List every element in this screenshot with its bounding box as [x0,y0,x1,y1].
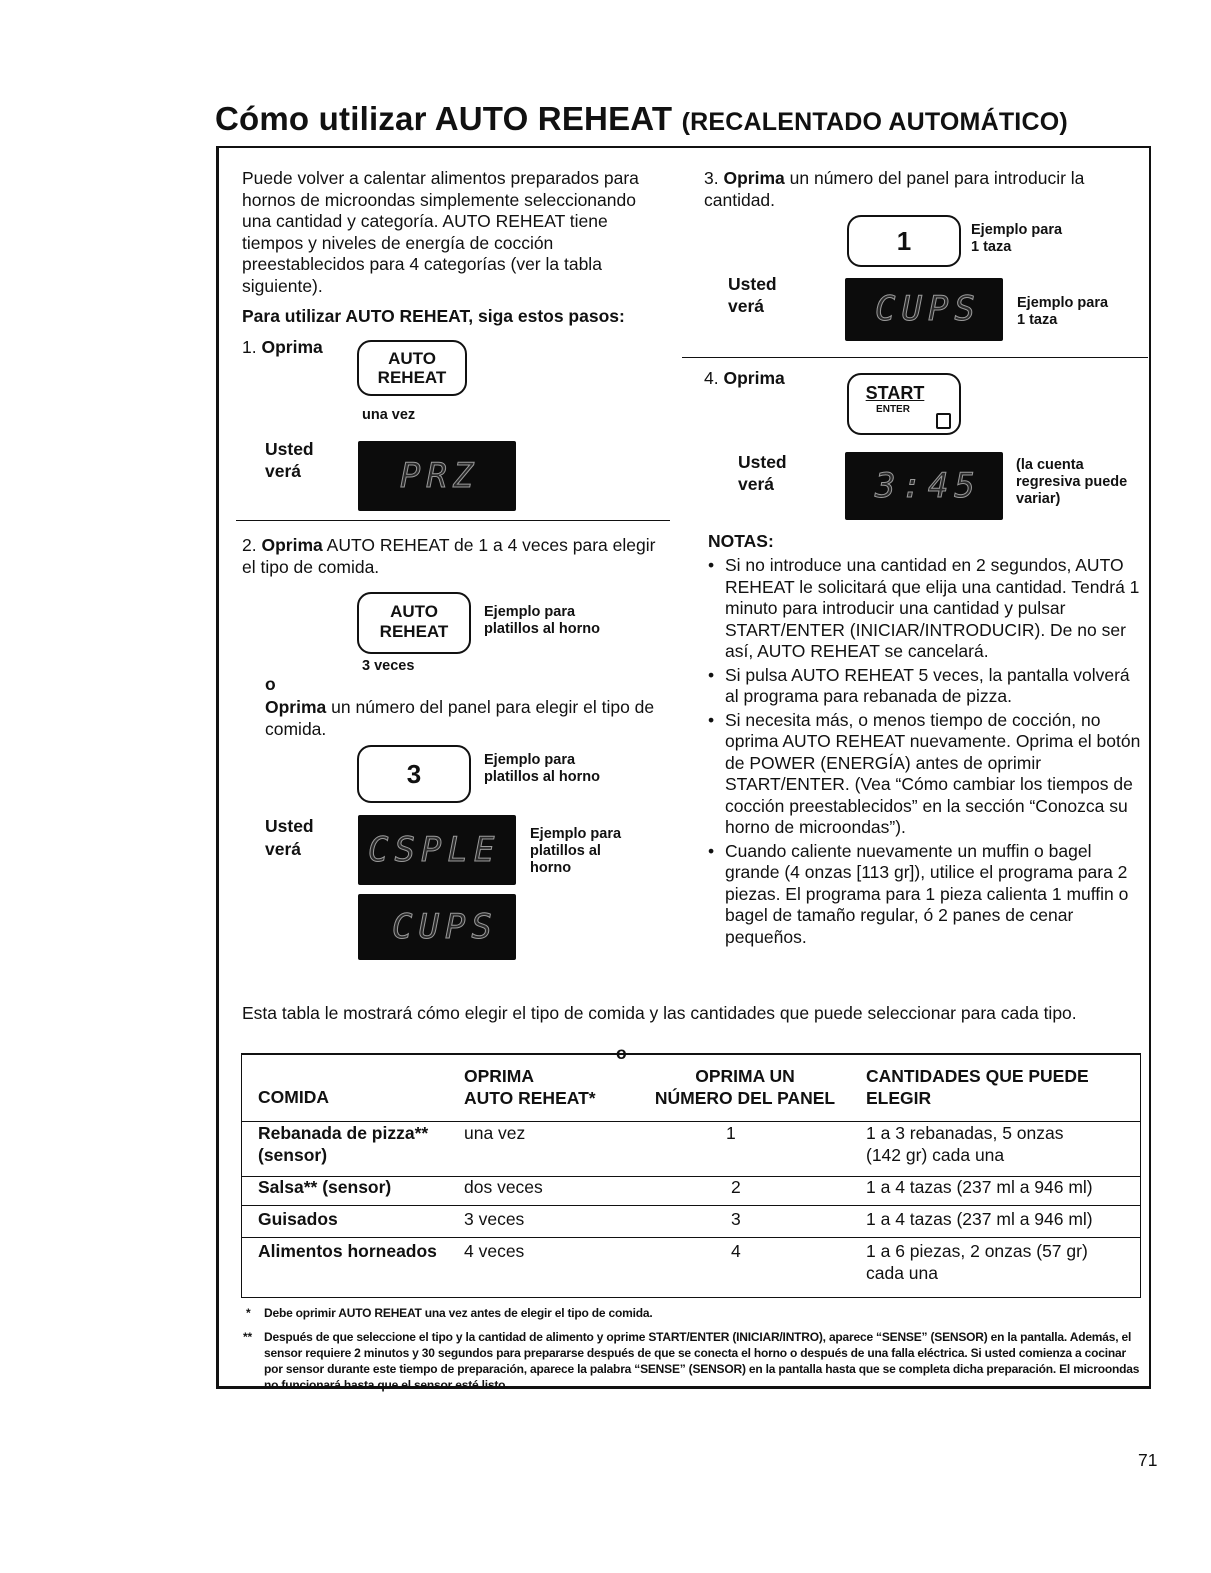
auto-reheat-key[interactable]: AUTO REHEAT [357,592,471,654]
table-cell-number: 2 [731,1177,741,1197]
table-cell-quantity: 1 a 6 piezas, 2 onzas (57 gr) cada una [866,1241,1088,1283]
lock-icon [936,413,951,429]
table-cell-press: dos veces [464,1177,543,1197]
table-cell-food: Guisados [258,1209,338,1229]
note-item: • Si necesita más, o menos tiempo de cocción, no oprima AUTO REHEAT nuevamente. Oprima el botón de POWER (ENERGÍA) antes de oprimir START/ENTER. (Vea “Cómo cambiar los tiempos de cocción preestablecidos” en la sección “Conozca su horno de microondas”). [725,710,1145,839]
divider [242,1205,1140,1206]
display-screen: CUPS [358,894,516,960]
table-cell-number: 3 [731,1209,741,1229]
table-cell-press: 4 veces [464,1241,525,1261]
footnote-mark: ** [243,1330,252,1344]
footnote: Debe oprimir AUTO REHEAT una vez antes de elegir el tipo de comida. [264,1306,653,1320]
table-cell-food: Alimentos horneados [258,1241,437,1261]
example-caption: Ejemplo para platillos al horno [484,752,601,785]
note-item: • Cuando caliente nuevamente un muffin o bagel grande (4 onzas [113 gr]), utilice el programa para 2 piezas. El programa para 1 pieza calienta 1 muffin o bagel de tamaño regular, ó 2 panes de cenar pequeños. [725,841,1145,949]
table-cell-press: 3 veces [464,1209,525,1229]
table-cell-food: Salsa** (sensor) [258,1177,392,1197]
number-1-key[interactable]: 1 [847,215,961,267]
example-caption: Ejemplo para 1 taza [1017,295,1109,328]
you-see-label: Usted [728,274,777,294]
table-cell-number: 1 [726,1123,736,1143]
step4-label: 4. Oprima [704,368,785,388]
step1-caption: una vez [362,407,416,423]
table-cell-food: Rebanada de pizza** (sensor) [258,1123,429,1165]
you-see-label: verá [265,839,302,859]
start-enter-key[interactable]: START ENTER [847,373,961,435]
col-header-quantity: CANTIDADES QUE PUEDE ELEGIR [866,1066,1089,1108]
display-screen: CUPS [845,278,1003,341]
col-header-number: OPRIMA UN NÚMERO DEL PANEL [654,1066,836,1108]
note-item: • Si no introduce una cantidad en 2 segundos, AUTO REHEAT le solicitará que elija una cantidad. Tendrá 1 minuto para introducir una cantidad y pulsar START/ENTER (INICIAR/INTRODUCIR). De no ser así, AUTO REHEAT se cancelará. [725,555,1145,663]
page-title: Cómo utilizar AUTO REHEAT (RECALENTADO AUTOMÁTICO) [215,100,1068,137]
display-screen: 3:45 [845,452,1003,520]
col-header-press: OPRIMA AUTO REHEAT* [464,1066,596,1108]
display-screen: PRZ [358,441,516,511]
divider [236,520,670,521]
intro-text: Puede volver a calentar alimentos preparados para hornos de microondas simplemente seleccionando una cantidad y categoría. AUTO REHEAT tiene tiempos y niveles de energía de cocción preestablecidos para 4 categorías (ver la tabla siguiente). [242,168,639,296]
footnote: Después de que seleccione el tipo y la cantidad de alimento y oprime START/ENTER (INICIAR/INTRO), aparece “SENSE” (SENSOR) en la pantalla. Además, el sensor requiere 2 minutos y 30 segundos para prepararse después de que se conecta el horno o después de una falla eléctrica. Si usted comienza a cocinar por sensor durante este tiempo de preparación, aparece la palabra “SENSE” (SENSOR) en la pantalla hasta que se completa dicha preparación. El microondas no funcionará hasta que el sensor esté listo. [264,1330,1140,1392]
footnote-mark: * [246,1306,251,1320]
you-see-label: verá [738,474,775,494]
you-see-label: Usted [265,439,314,459]
step3-text: 3. Oprima un número del panel para introducir la cantidad. [704,168,1085,210]
or-label: o [265,674,276,694]
auto-reheat-key[interactable]: AUTO REHEAT [357,340,467,396]
display-screen: CSPLE [358,815,516,885]
notes-heading: NOTAS: [708,531,774,551]
steps-heading: Para utilizar AUTO REHEAT, siga estos pasos: [242,306,625,326]
table-cell-quantity: 1 a 4 tazas (237 ml a 946 ml) [866,1209,1093,1229]
example-caption: Ejemplo para 1 taza [971,222,1063,255]
notes-list [705,555,1145,950]
you-see-label: verá [265,461,302,481]
divider [242,1121,1140,1122]
divider [242,1237,1140,1238]
table-cell-number: 4 [731,1241,741,1261]
table-cell-quantity: 1 a 4 tazas (237 ml a 946 ml) [866,1177,1093,1197]
col-header-food: COMIDA [258,1087,329,1107]
note-item: • Si pulsa AUTO REHEAT 5 veces, la pantalla volverá al programa para rebanada de pizza. [725,665,1145,708]
divider [682,357,1148,358]
you-see-label: Usted [738,452,787,472]
quantities-table [241,1053,1141,1298]
table-intro: Esta tabla le mostrará cómo elegir el tipo de comida y las cantidades que puede seleccionar para cada tipo. [242,1003,1077,1023]
step2-alt-text: Oprima un número del panel para elegir el tipo de comida. [265,697,655,739]
you-see-label: verá [728,296,765,316]
step1-label: 1. Oprima [242,337,323,357]
number-3-key[interactable]: 3 [357,745,471,803]
table-cell-quantity: 1 a 3 rebanadas, 5 onzas (142 gr) cada una [866,1123,1064,1165]
example-caption: Ejemplo para platillos al horno [484,604,601,637]
countdown-note: (la cuenta regresiva puede variar) [1016,457,1128,507]
page-number: 71 [1138,1450,1158,1470]
table-cell-press: una vez [464,1123,526,1143]
step2-caption: 3 veces [362,658,415,674]
example-caption: Ejemplo para platillos al horno [530,826,622,876]
step2-text: 2. Oprima AUTO REHEAT de 1 a 4 veces para elegir el tipo de comida. [242,535,656,577]
or-label: o [616,1043,627,1063]
you-see-label: Usted [265,816,314,836]
